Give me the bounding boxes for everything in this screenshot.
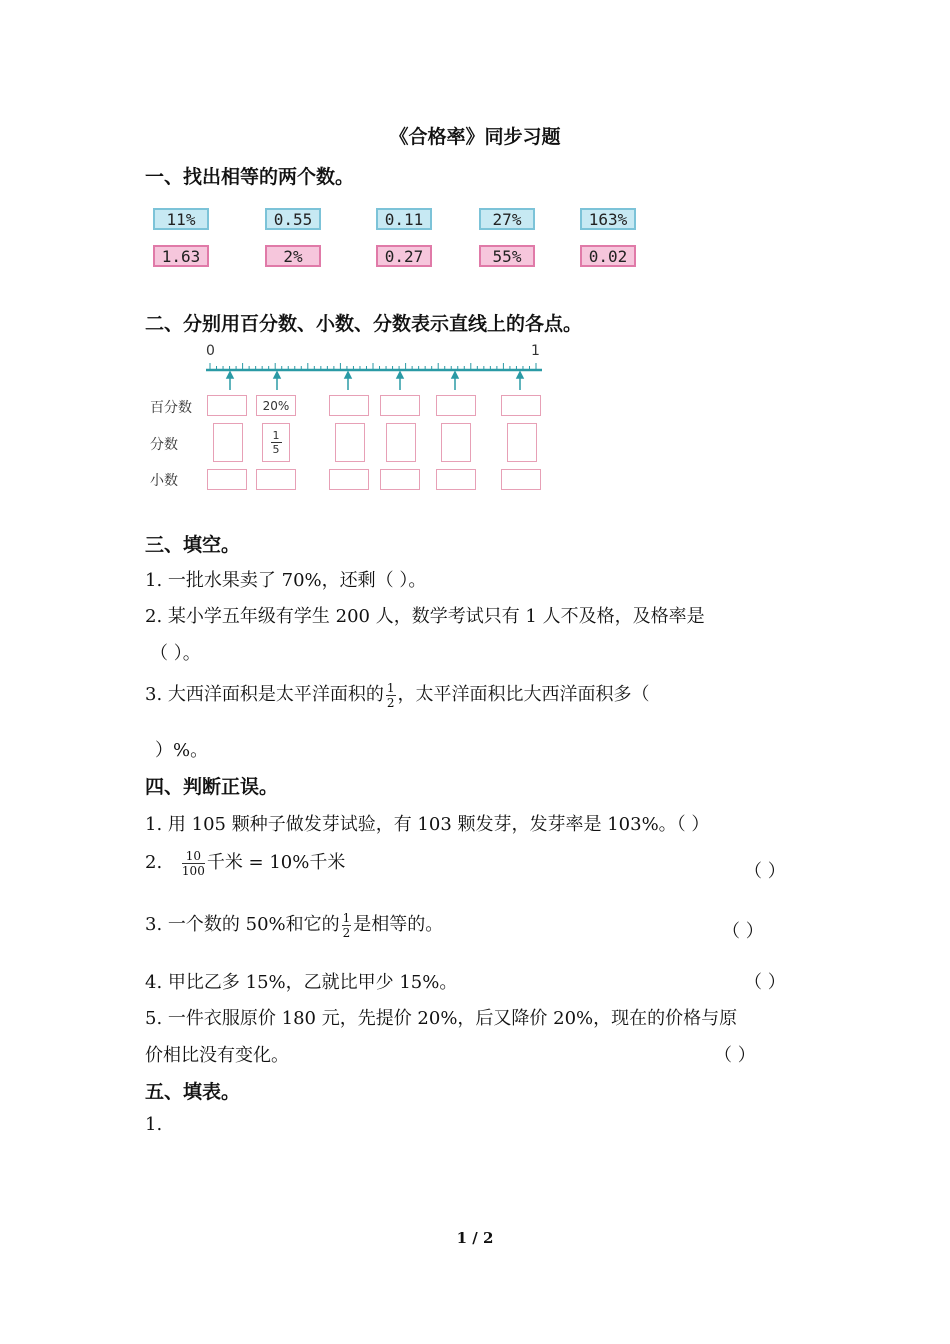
s4-question-5-line1: 5. 一件衣服原价 180 元，先提价 20%，后又降价 20%，现在的价格与原	[145, 1008, 738, 1029]
percent-cell-2: 20%	[256, 395, 296, 416]
section4-heading: 四、判断正误。	[145, 776, 279, 798]
decimal-cell-5[interactable]	[436, 469, 476, 490]
s4-question-2	[145, 848, 345, 878]
s3-q3-num: 1	[386, 680, 395, 695]
arrow-5	[452, 372, 458, 390]
page-title: 《合格率》同步习题	[389, 126, 561, 148]
s4-q4-answer[interactable]: （ ）	[744, 972, 786, 993]
fraction-numerator: 1	[272, 429, 280, 442]
s4-q2-fraction	[182, 849, 205, 878]
s4-q2-num: 10	[182, 849, 205, 864]
decimal-cell-2[interactable]	[256, 469, 296, 490]
s4-q5-answer[interactable]: （ ）	[714, 1045, 756, 1066]
arrow-3	[345, 372, 351, 390]
top-box-4: 27%	[479, 208, 535, 230]
s4-q2-text: 千米 = 10%千米	[206, 852, 346, 873]
s3-question-3-line1	[145, 680, 650, 710]
row-label-decimal: 小数	[150, 473, 178, 489]
s3-q3-fraction	[386, 681, 396, 710]
arrow-4	[397, 372, 403, 390]
fraction-cell-6[interactable]	[507, 423, 537, 462]
s4-q3-answer[interactable]: （ ）	[722, 921, 764, 942]
arrow-2	[274, 372, 280, 390]
fraction-denominator: 5	[272, 443, 280, 456]
arrow-1	[227, 372, 233, 390]
row-label-percent: 百分数	[150, 400, 192, 416]
fraction-cell-1[interactable]	[213, 423, 243, 462]
decimal-cell-6[interactable]	[501, 469, 541, 490]
top-box-1: 11%	[153, 208, 209, 230]
s4-q2-den: 100	[181, 863, 205, 878]
s4-question-5-line2: 价相比没有变化。	[145, 1045, 289, 1066]
bottom-box-4: 55%	[479, 245, 535, 267]
s3-question-1: 1. 一批水果卖了 70%，还剩（ ）。	[145, 570, 427, 591]
s3-q3-den: 2	[386, 695, 395, 710]
number-line-start-label: 0	[206, 343, 215, 359]
top-box-5: 163%	[580, 208, 636, 230]
s4-q3-text-a: 3. 一个数的 50%和它的	[145, 914, 340, 935]
s4-q2-answer[interactable]: （ ）	[744, 861, 786, 882]
decimal-cell-3[interactable]	[329, 469, 369, 490]
s5-question-1: 1.	[145, 1114, 163, 1135]
section2-heading: 二、分别用百分数、小数、分数表示直线上的各点。	[145, 313, 583, 335]
s4-q2-number: 2.	[145, 852, 163, 873]
s3-question-3-line2: ）%。	[155, 740, 209, 761]
section3-heading: 三、填空。	[145, 534, 241, 556]
decimal-cell-4[interactable]	[380, 469, 420, 490]
s3-q3-text-b: ，太平洋面积比大西洋面积多（	[397, 684, 650, 705]
section1-heading: 一、找出相等的两个数。	[145, 166, 355, 188]
row-label-fraction: 分数	[150, 437, 178, 453]
s4-q3-fraction	[342, 911, 352, 940]
s4-question-1: 1. 用 105 颗种子做发芽试验，有 103 颗发芽，发芽率是 103%。（ ）	[145, 814, 710, 835]
fraction-cell-5[interactable]	[441, 423, 471, 462]
s4-q3-text-b: 是相等的。	[353, 914, 444, 935]
top-box-3: 0.11	[376, 208, 432, 230]
arrow-6	[517, 372, 523, 390]
s4-q3-den: 2	[342, 925, 351, 940]
section5-heading: 五、填表。	[145, 1081, 241, 1103]
number-line	[200, 356, 550, 396]
s3-question-2-line2: （ ）。	[150, 643, 201, 664]
percent-cell-1[interactable]	[207, 395, 247, 416]
bottom-box-3: 0.27	[376, 245, 432, 267]
percent-cell-6[interactable]	[501, 395, 541, 416]
bottom-box-2: 2%	[265, 245, 321, 267]
fraction-cell-3[interactable]	[335, 423, 365, 462]
bottom-box-1: 1.63	[153, 245, 209, 267]
s4-question-3	[145, 910, 443, 940]
percent-cell-4[interactable]	[380, 395, 420, 416]
s4-q3-num: 1	[342, 910, 351, 925]
percent-cell-5[interactable]	[436, 395, 476, 416]
fraction-cell-2	[262, 423, 290, 462]
top-box-2: 0.55	[265, 208, 321, 230]
point-arrows	[227, 372, 523, 390]
s4-question-4: 4. 甲比乙多 15%，乙就比甲少 15%。	[145, 972, 458, 993]
percent-cell-3[interactable]	[329, 395, 369, 416]
number-line-end-label: 1	[531, 343, 540, 359]
s3-question-2-line1: 2. 某小学五年级有学生 200 人，数学考试只有 1 人不及格，及格率是	[145, 606, 705, 627]
s3-q3-text-a: 3. 大西洋面积是太平洋面积的	[145, 684, 384, 705]
bottom-box-5: 0.02	[580, 245, 636, 267]
page-number: 1 / 2	[456, 1229, 494, 1247]
decimal-cell-1[interactable]	[207, 469, 247, 490]
fraction-cell-4[interactable]	[386, 423, 416, 462]
